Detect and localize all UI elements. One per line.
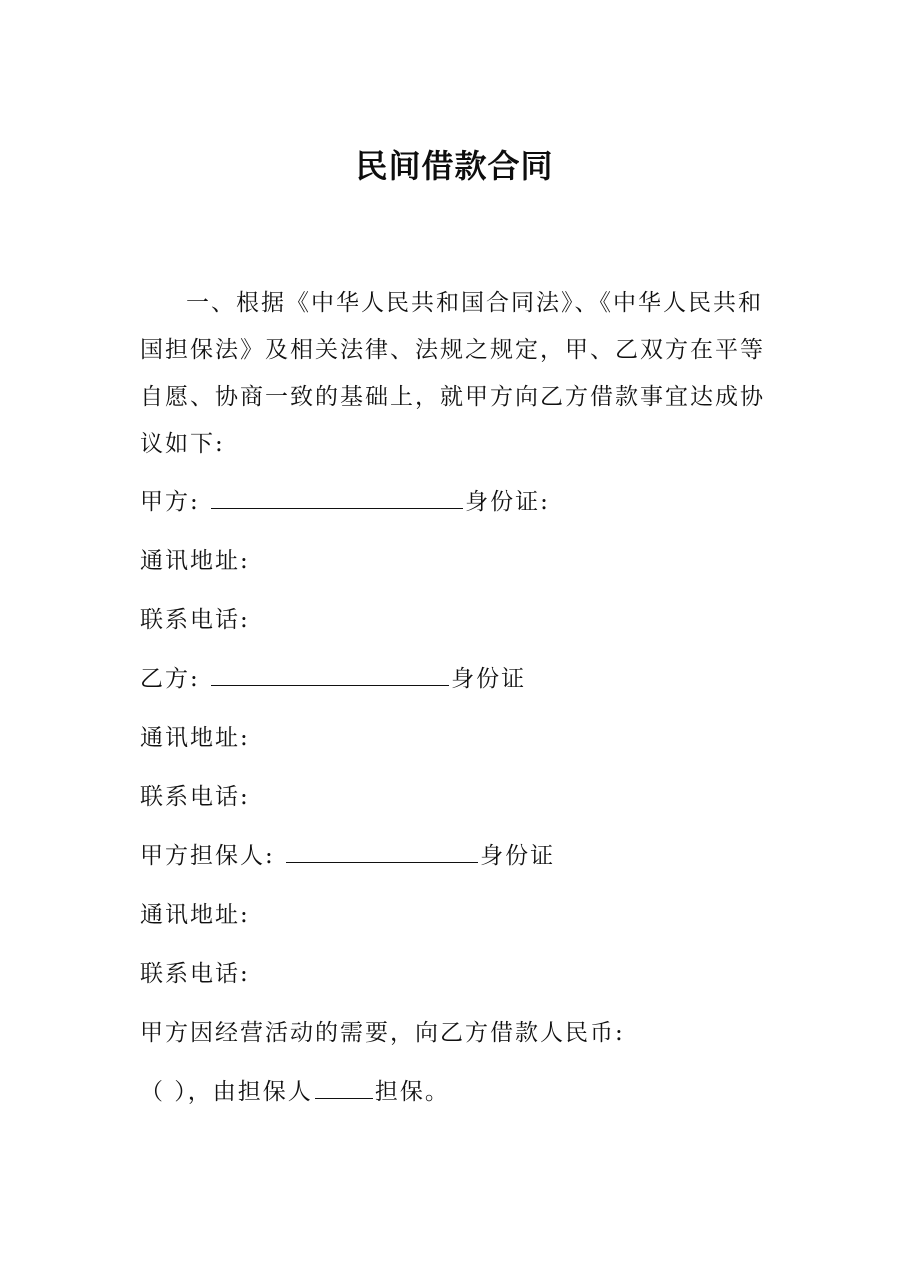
- party-b-id-label: 身份证: [451, 666, 527, 692]
- party-a-line: [140, 482, 550, 522]
- amount-suffix: 担保。: [374, 1079, 450, 1105]
- party-a-id-label: 身份证:: [465, 489, 550, 515]
- guarantor-id-label: 身份证: [480, 843, 556, 869]
- guarantor-phone: 联系电话:: [140, 961, 250, 987]
- amount-prefix: （ ），由担保人: [140, 1079, 313, 1105]
- loan-amount-line: [140, 1072, 450, 1112]
- party-a-address: 通讯地址:: [140, 548, 250, 574]
- guarantor-line: [140, 836, 555, 876]
- loan-purpose-line: 甲方因经营活动的需要，向乙方借款人民币:: [140, 1020, 625, 1046]
- party-a-name-blank: [211, 484, 463, 509]
- guarantor-label: 甲方担保人:: [140, 843, 275, 869]
- party-b-line: [140, 659, 526, 699]
- guarantor-address: 通讯地址:: [140, 902, 250, 928]
- contract-title: 民间借款合同: [355, 147, 554, 185]
- party-b-address: 通讯地址:: [140, 725, 250, 751]
- party-a-phone: 联系电话:: [140, 607, 250, 633]
- party-b-name-blank: [211, 661, 449, 686]
- guarantor-name-blank: [286, 838, 478, 863]
- guarantor-blank: [315, 1074, 373, 1099]
- party-b-label: 乙方:: [140, 666, 200, 692]
- party-b-phone: 联系电话:: [140, 784, 250, 810]
- intro-paragraph: 一、根据《中华人民共和国合同法》、《中华人民共和国担保法》及相关法律、法规之规定，甲、乙双方在平等自愿、协商一致的基础上，就甲方向乙方借款事宜达成协议如下:: [140, 290, 765, 457]
- party-a-label: 甲方:: [140, 489, 200, 515]
